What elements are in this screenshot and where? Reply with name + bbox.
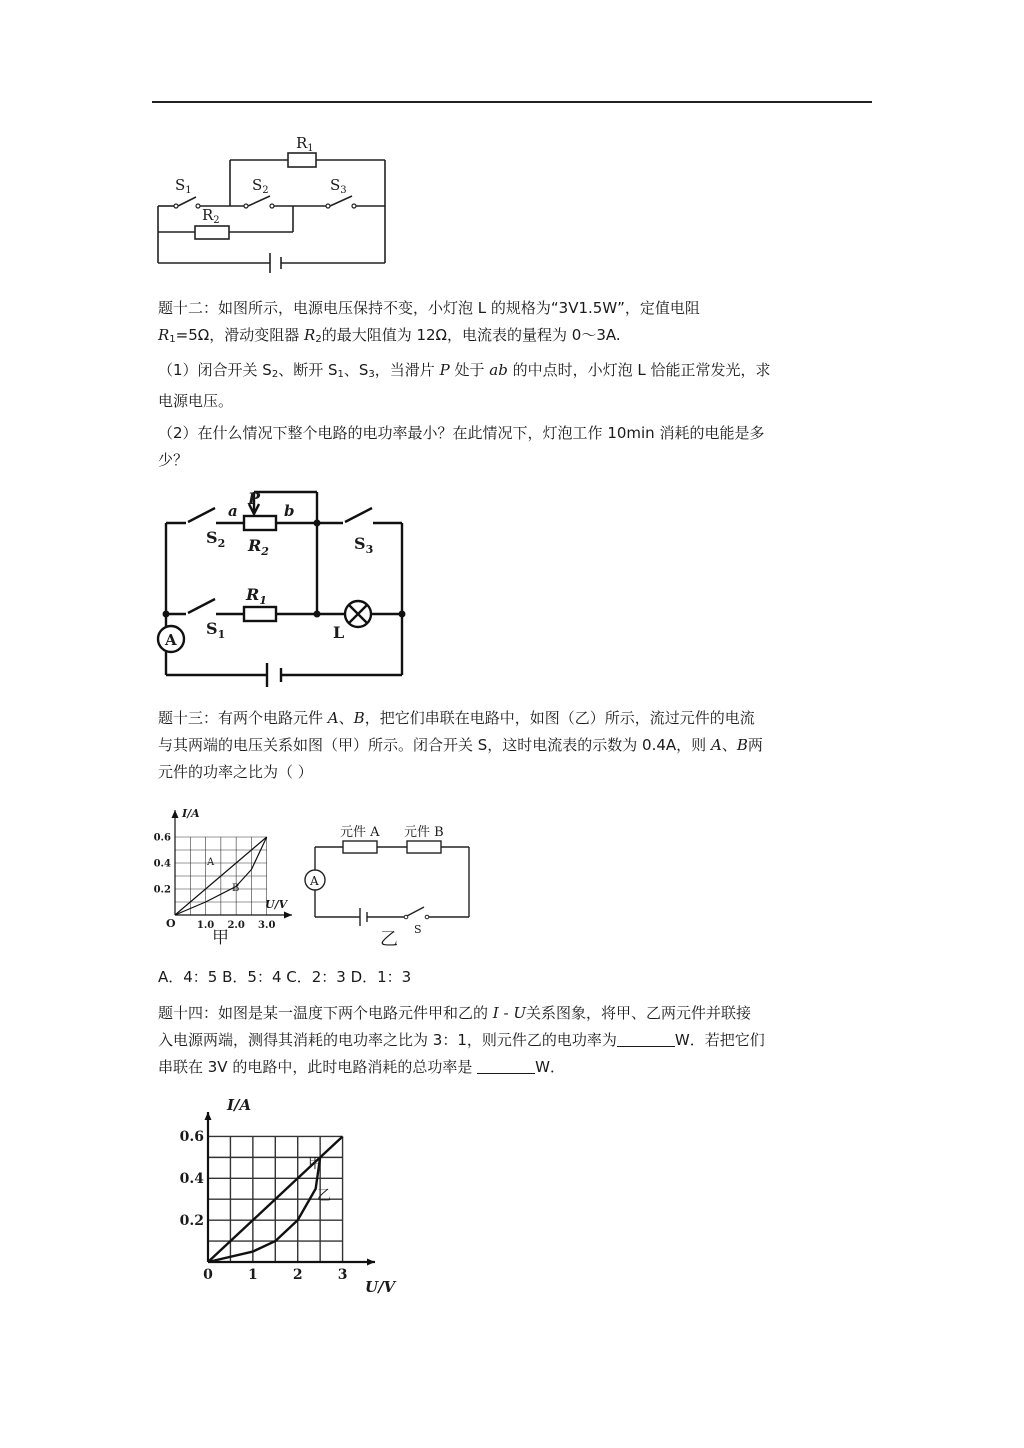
q14-text: 题十四：如图是某一温度下两个电路元件甲和乙的 I - U关系图象，将甲、乙两元件并联接 入电源两端，测得其消耗的电功率之比为 3：1，则元件乙的电功率为 W．若把它们 串联在 3V 的电路中，此时电路消耗的总功率是 W． — [158, 1004, 765, 1076]
x-tick-label: 2 — [292, 1267, 303, 1283]
s1-label: $S_1$ — [206, 619, 226, 641]
series-label-1: A — [207, 857, 215, 868]
origin-label: O — [166, 917, 176, 930]
y-tick-label: 0.4 — [153, 858, 171, 870]
s3-label: $S_3$ — [330, 176, 347, 196]
r1-label: $R_1$ — [296, 134, 314, 154]
q12-text: 题十二：如图所示，电源电压保持不变，小灯泡 L 的规格为“3V1.5W”，定值电阻 $R_1=5\Omega$，滑动变阻器 $R_2$的最大阻值为 12Ω，电流表的量程为 0～3A. — [158, 299, 700, 345]
x-tick-label: 3 — [337, 1267, 348, 1283]
s2-label: $S_2$ — [206, 528, 226, 550]
q13-text: 题十三：有两个电路元件 A、B，把它们串联在电路中，如图（乙）所示，流过元件的电流 与其两端的电压关系如图（甲）所示。闭合开关 S，这时电流表的示数为 0.4A，则 A、B两 元件的功率之比为（ ） — [158, 709, 763, 781]
x-axis-arrow — [284, 912, 292, 919]
iv-chart-jia — [150, 800, 300, 950]
s3-label: $S_3$ — [354, 534, 374, 556]
element-a-label: 元件 A — [340, 825, 380, 840]
x-tick-label: 1 — [247, 1267, 258, 1283]
s2-label: $S_2$ — [252, 176, 269, 196]
y-tick-label: 0.2 — [179, 1212, 204, 1229]
r2-label: $R_2$ — [248, 536, 269, 558]
y-tick-label: 0.4 — [179, 1170, 204, 1187]
x-axis-label: U/V — [265, 898, 288, 911]
answer-blank-2[interactable] — [477, 1059, 535, 1074]
series-label-2: 乙 — [317, 1188, 331, 1204]
circuit-diagram-2 — [150, 480, 415, 690]
circuit-diagram-1 — [150, 128, 400, 278]
figure-caption-yi: 乙 — [380, 929, 398, 950]
q13-options: A．4：5 B．5：4 C．2：3 D．1：3 — [158, 968, 412, 986]
series-label-1: 甲 — [308, 1156, 322, 1172]
q12-part1: （1）闭合开关 $S_2$、断开 $S_1$、$S_3$，当滑片 P 处于 ab 的中点时，小灯泡 L 恰能正常发光，求 电源电压。 — [158, 361, 771, 410]
terminal-a-label: a — [228, 502, 238, 520]
y-tick-label: 0.6 — [153, 832, 171, 844]
x-tick-label: 1.0 — [196, 920, 215, 931]
r1-label: $R_1$ — [246, 585, 267, 607]
figure-caption: 甲 — [212, 928, 229, 948]
ammeter-label: A — [165, 631, 177, 649]
lamp-label: L — [333, 623, 345, 642]
y-axis-label: I/A — [227, 1096, 252, 1114]
y-axis-label: I/A — [182, 807, 200, 820]
switch-label: S — [414, 923, 422, 936]
ammeter-label: A — [310, 874, 319, 888]
y-tick-label: 0.6 — [179, 1129, 204, 1146]
x-tick-label: 0 — [203, 1267, 213, 1283]
x-axis-arrow — [367, 1259, 375, 1266]
slider-p-label: P — [248, 489, 261, 508]
q12-part2: （2）在什么情况下整个电路的电功率最小？在此情况下，灯泡工作 10min 消耗的电能是多 少？ — [158, 424, 765, 469]
circuit-diagram-yi — [300, 820, 485, 950]
s1-label: $S_1$ — [175, 176, 192, 196]
iv-chart-q14 — [165, 1090, 415, 1300]
answer-blank-1[interactable] — [617, 1032, 675, 1047]
terminal-b-label: b — [284, 502, 295, 520]
x-tick-label: 2.0 — [227, 920, 245, 931]
y-axis-arrow — [205, 1112, 212, 1120]
header-rule — [152, 101, 872, 103]
x-axis-label: U/V — [365, 1278, 396, 1296]
element-b-label: 元件 B — [404, 825, 444, 840]
series-label-2: B — [232, 883, 240, 894]
x-tick-label: 3.0 — [258, 920, 276, 931]
y-axis-arrow — [172, 810, 179, 818]
y-tick-label: 0.2 — [153, 884, 171, 896]
r2-label: $R_2$ — [202, 206, 220, 226]
